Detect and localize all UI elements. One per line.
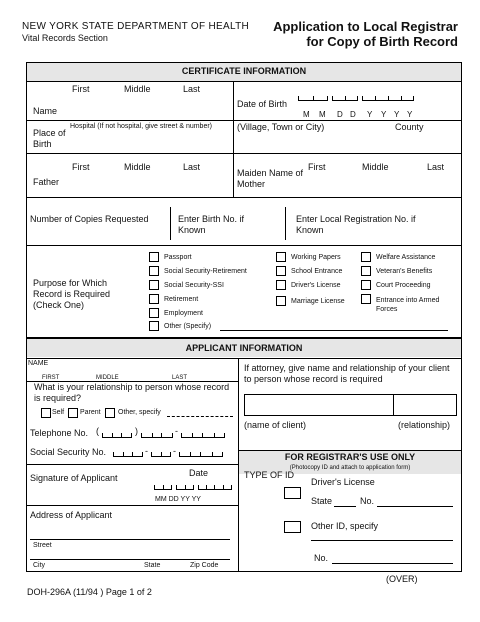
veterans-checkbox[interactable] — [361, 266, 371, 276]
form-title-line2: for Copy of Birth Record — [306, 34, 458, 49]
mother-middle-label: Middle — [362, 162, 389, 172]
passport-label: Passport — [164, 254, 192, 261]
parent-label: Parent — [80, 409, 101, 416]
working-papers-label: Working Papers — [291, 254, 341, 261]
father-middle-label: Middle — [124, 162, 151, 172]
section-name: Vital Records Section — [22, 33, 108, 43]
dob-y3: Y — [394, 110, 400, 119]
name-last-label: Last — [183, 84, 201, 94]
mother-input[interactable] — [308, 175, 458, 189]
city-state-zip-input[interactable] — [30, 559, 230, 560]
ss-retirement-label: Social Security-Retirement — [164, 268, 247, 275]
applicant-name-input[interactable] — [28, 362, 234, 374]
other-id-input[interactable] — [311, 540, 453, 541]
applicant-last-label: LAST — [172, 375, 188, 381]
copies-label: Number of Copies Requested — [30, 214, 149, 224]
relationship-question: What is your relationship to person whose record is required? — [34, 382, 230, 403]
drivers-license-id-checkbox[interactable] — [284, 487, 301, 499]
veterans-label: Veteran's Benefits — [376, 268, 433, 275]
other-purpose-input[interactable] — [220, 330, 448, 331]
birth-no-label: Enter Birth No. if Known — [178, 214, 245, 235]
over-label: (OVER) — [386, 574, 418, 584]
applicant-first-label: FIRST — [42, 375, 60, 381]
self-checkbox[interactable] — [41, 408, 51, 418]
father-last-label: Last — [183, 162, 201, 172]
working-papers-checkbox[interactable] — [276, 252, 286, 262]
welfare-checkbox[interactable] — [361, 252, 371, 262]
zip-label: Zip Code — [190, 562, 219, 569]
name-first-label: First — [72, 84, 90, 94]
retirement-label: Retirement — [164, 296, 199, 303]
dob-y1: Y — [367, 110, 373, 119]
name-input[interactable] — [120, 97, 230, 113]
maiden-name-label: Maiden Name of Mother — [237, 168, 304, 189]
father-label: Father — [33, 177, 60, 187]
other-relationship-input[interactable] — [167, 416, 233, 417]
ssn-label: Social Security No. — [30, 447, 107, 457]
registrar-state-label: State — [311, 496, 333, 506]
village-label: (Village, Town or City) — [237, 122, 325, 132]
name-label: Name — [33, 106, 58, 116]
dob-m2: M — [319, 110, 326, 119]
ss-ssi-checkbox[interactable] — [149, 280, 159, 290]
court-checkbox[interactable] — [361, 280, 371, 290]
other-relationship-checkbox[interactable] — [105, 408, 115, 418]
registrar-state-input[interactable] — [334, 506, 356, 507]
date-label: Date — [189, 468, 209, 478]
passport-checkbox[interactable] — [149, 252, 159, 262]
other-id-label: Other ID, specify — [311, 521, 379, 531]
retirement-checkbox[interactable] — [149, 294, 159, 304]
registrar-note: (Photocopy ID and attach to application form) — [289, 465, 411, 471]
certificate-heading: CERTIFICATE INFORMATION — [181, 66, 307, 76]
county-label: County — [395, 122, 424, 132]
form-title-line1: Application to Local Registrar — [273, 19, 458, 34]
type-of-id-label: TYPE OF ID — [244, 470, 295, 480]
date-format: MM DD YY YY — [155, 496, 201, 503]
place-of-birth-input[interactable] — [72, 133, 230, 147]
dob-label: Date of Birth — [237, 99, 288, 109]
armed-forces-checkbox[interactable] — [361, 294, 371, 304]
other-purpose-label: Other (Specify) — [164, 323, 212, 330]
mother-last-label: Last — [427, 162, 445, 172]
street-label: Street — [33, 542, 52, 549]
dob-y2: Y — [381, 110, 387, 119]
date-input[interactable] — [154, 485, 234, 495]
father-first-label: First — [72, 162, 90, 172]
attorney-instructions: If attorney, give name and relationship of your client to person whose record is required — [244, 363, 450, 384]
marriage-license-label: Marriage License — [291, 298, 345, 305]
signature-label: Signature of Applicant — [30, 473, 118, 483]
ss-retirement-checkbox[interactable] — [149, 266, 159, 276]
place-of-birth-label: Place of Birth — [33, 128, 66, 149]
dob-d1: D — [337, 110, 343, 119]
telephone-label: Telephone No. — [30, 428, 89, 438]
registrar-no-label: No. — [360, 496, 375, 506]
purpose-label: Purpose for Which Record is Required (Check One) — [33, 278, 111, 310]
name-of-client-label: (name of client) — [244, 420, 307, 430]
employment-checkbox[interactable] — [149, 308, 159, 318]
drivers-license-label: Driver's License — [291, 282, 341, 289]
other-relationship-label: Other, specify — [118, 409, 161, 416]
applicant-middle-label: MIDDLE — [96, 375, 119, 381]
other-id-no-input[interactable] — [332, 563, 453, 564]
employment-label: Employment — [164, 310, 203, 317]
armed-forces-label: Entrance into Armed Forces — [376, 297, 440, 313]
relationship-label: (relationship) — [398, 420, 451, 430]
attorney-client-input[interactable] — [244, 394, 457, 416]
parent-checkbox[interactable] — [68, 408, 78, 418]
local-reg-label: Enter Local Registration No. if Known — [296, 214, 416, 235]
name-middle-label: Middle — [124, 84, 151, 94]
father-input[interactable] — [72, 174, 230, 188]
school-entrance-label: School Entrance — [291, 268, 343, 275]
hospital-note: Hospital (If not hospital, give street & number) — [70, 123, 213, 130]
other-purpose-checkbox[interactable] — [149, 321, 159, 331]
form-number: DOH-296A (11/94 ) Page 1 of 2 — [27, 587, 152, 597]
welfare-label: Welfare Assistance — [376, 254, 436, 261]
other-id-no-label: No. — [314, 553, 329, 563]
registrar-heading: FOR REGISTRAR'S USE ONLY — [284, 452, 416, 462]
dob-m1: M — [303, 110, 310, 119]
telephone-input[interactable]: ( ) - — [96, 427, 236, 439]
mother-first-label: First — [308, 162, 326, 172]
marriage-license-checkbox[interactable] — [276, 296, 286, 306]
address-label: Address of Applicant — [30, 510, 113, 520]
city-label: City — [33, 562, 46, 569]
court-label: Court Proceeding — [376, 282, 431, 289]
self-label: Self — [52, 409, 65, 416]
ssn-input[interactable]: - - — [113, 447, 237, 459]
dob-y4: Y — [407, 110, 413, 119]
registrar-no-input[interactable] — [377, 506, 453, 507]
other-id-checkbox[interactable] — [284, 521, 301, 533]
applicant-name-label: NAME — [28, 360, 49, 367]
applicant-heading: APPLICANT INFORMATION — [185, 343, 303, 353]
signature-input[interactable] — [30, 485, 150, 497]
drivers-license-id-label: Driver's License — [311, 477, 375, 487]
street-input[interactable] — [30, 539, 230, 540]
ss-ssi-label: Social Security-SSI — [164, 282, 224, 289]
dob-d2: D — [350, 110, 356, 119]
state-label: State — [144, 562, 161, 569]
school-entrance-checkbox[interactable] — [276, 266, 286, 276]
drivers-license-checkbox[interactable] — [276, 280, 286, 290]
agency-name: NEW YORK STATE DEPARTMENT OF HEALTH — [22, 21, 250, 32]
